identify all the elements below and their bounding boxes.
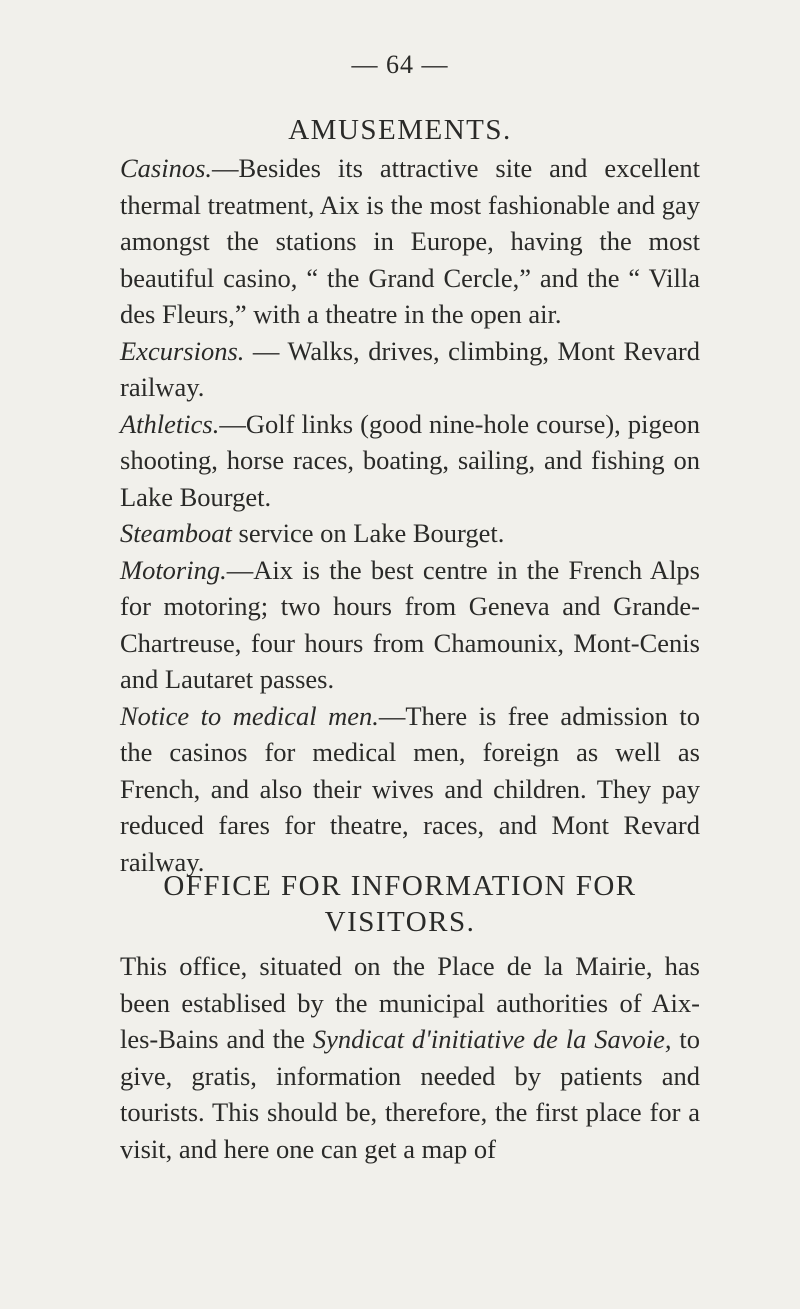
office-text-part2: to give, gratis, information needed by patients and tourists. This should be, therefore, the first place for a visit, and here one can get a map of	[120, 1024, 700, 1164]
lead-steamboat: Steamboat	[120, 518, 232, 548]
lead-athletics: Athletics.	[120, 408, 220, 439]
lead-notice: Notice to medical men.	[120, 700, 379, 731]
text-notice: —There is free admission to the casinos for medical men, foreign as well as French, and also their wives and children. They pay reduced fares for theatre, races, and Mont Revard railway.	[120, 700, 700, 877]
paragraph-office	[120, 948, 700, 1167]
lead-excursions: Excursions.	[120, 335, 245, 366]
amusements-section	[120, 150, 700, 880]
text-athletics: —Golf links (good nine-hole course), pigeon shooting, horse races, boating, sailing, and fishing on Lake Bourget.	[120, 408, 700, 512]
text-motoring: —Aix is the best centre in the French Alps for motoring; two hours from Geneva and Grande-Chartreuse, four hours from Chamounix, Mont-Cenis and Lautaret passes.	[120, 554, 700, 694]
paragraph-excursions	[120, 333, 700, 406]
office-text-part1: This office, situated on the Place de la Mairie, has been establised by the municipal authorities of Aix-les-Bains and the	[120, 951, 700, 1054]
paragraph-steamboat	[120, 515, 700, 552]
text-casinos: —Besides its attractive site and excellent thermal treatment, Aix is the most fashionable and gay amongst the stations in Europe, having the most beautiful casino, “ the Grand Cercle,” and the “ Villa des Fleurs,” with a theatre in the open air.	[120, 153, 700, 329]
lead-casinos: Casinos.	[120, 153, 213, 183]
page-number: — 64 —	[351, 50, 449, 79]
paragraph-casinos	[120, 150, 700, 333]
office-text-italic: Syndicat d'initiative de la Savoie,	[312, 1024, 672, 1054]
text-excursions: — Walks, drives, climbing, Mont Revard railway.	[120, 335, 700, 402]
office-section	[120, 948, 700, 1167]
paragraph-notice	[120, 698, 700, 881]
office-heading-line2: VISITORS.	[324, 906, 476, 938]
office-heading-line1: OFFICE FOR INFORMATION FOR	[163, 870, 637, 902]
paragraph-motoring	[120, 552, 700, 698]
amusements-heading: AMUSEMENTS.	[288, 114, 512, 146]
text-steamboat: service on Lake Bourget.	[231, 518, 505, 548]
paragraph-athletics	[120, 406, 700, 516]
lead-motoring: Motoring.	[120, 554, 227, 585]
